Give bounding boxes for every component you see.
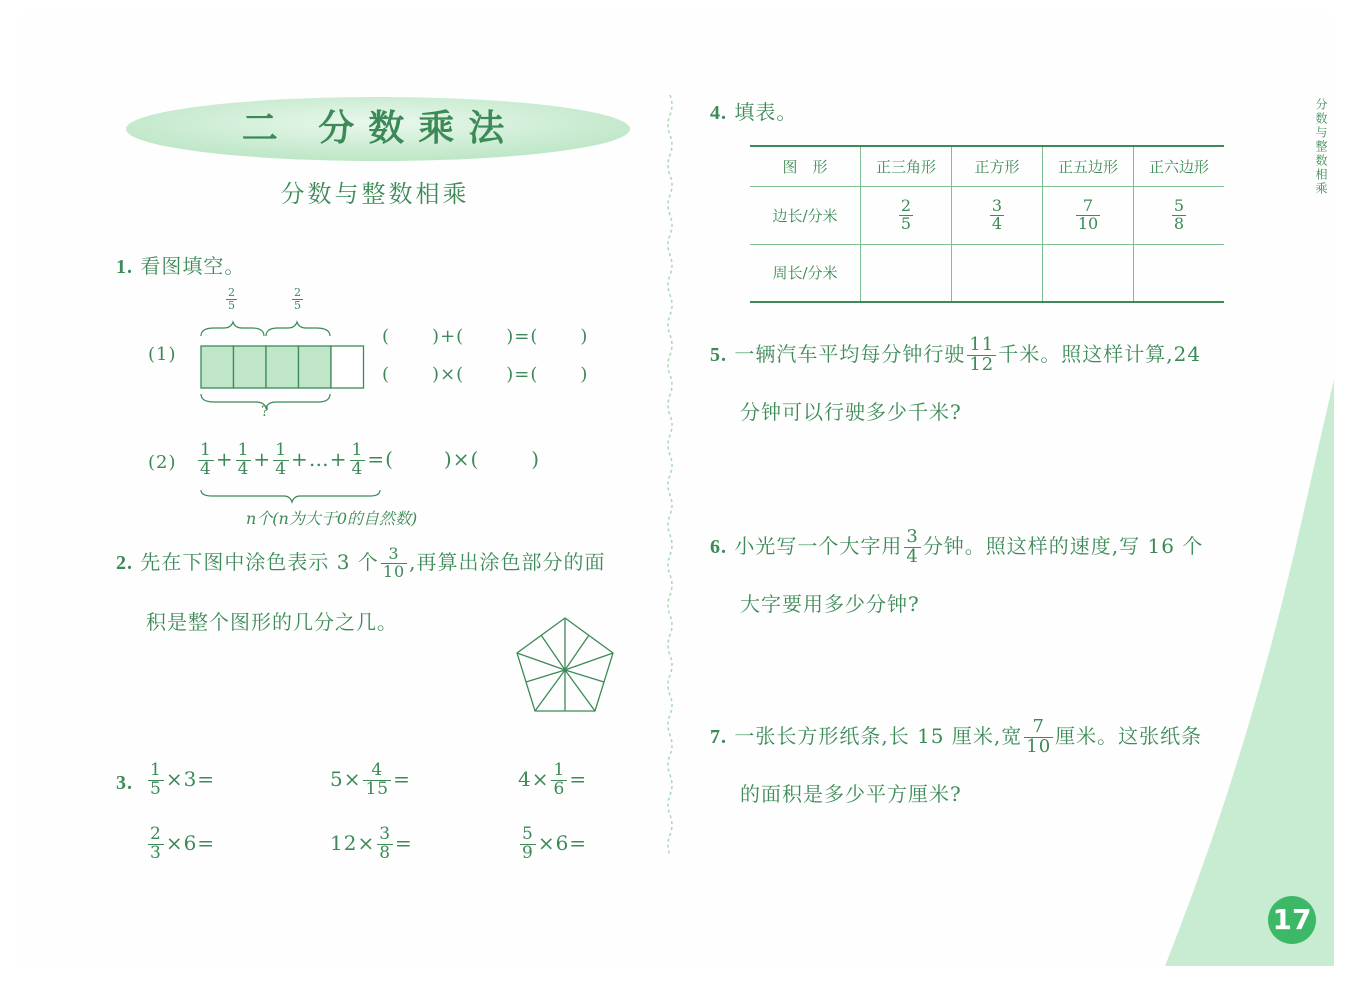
table-header-cell: 正五边形	[1043, 146, 1134, 186]
part-1-label: (1)	[148, 344, 177, 365]
exercise-item: 5× $\frac{4}{15}$ =	[330, 760, 411, 799]
table-header-cell: 图 形	[750, 146, 861, 186]
question-6-line-2: 大字要用多少分钟?	[740, 592, 920, 616]
exercise-item: $\frac{5}{9}$ ×6=	[522, 824, 588, 863]
perimeter-table	[750, 145, 1224, 303]
perimeter-answer-cell[interactable]	[952, 244, 1043, 302]
question-number: 1.	[116, 256, 133, 278]
question-text: 看图填空。	[140, 254, 246, 278]
table-header-cell: 正六边形	[1134, 146, 1225, 186]
question-5: 5. 一辆汽车平均每分钟行驶 $\frac{11}{12}$ 千米。照这样计算,24	[710, 334, 1202, 375]
perimeter-answer-cell[interactable]	[1043, 244, 1134, 302]
repeated-addition-equation: $\frac{1}{4}$ + $\frac{1}{4}$ + $\frac{1}{4}$ +…+ $\frac{1}{4}$ =( )×( )	[200, 440, 541, 479]
pentagon-figure	[512, 615, 618, 715]
question-1	[116, 250, 245, 279]
question-5-line-2: 分钟可以行驶多少千米?	[740, 400, 962, 424]
equation-add: ( )+( )=( )	[382, 326, 589, 347]
exercise-item: 12× $\frac{3}{8}$ =	[330, 824, 413, 863]
brace-question-mark: ?	[261, 404, 269, 420]
side-length-cell: $\frac{5}{8}$	[1134, 186, 1225, 244]
brace-fraction-left: $\frac{2}{5}$	[228, 286, 236, 312]
section-subtitle: 分数与整数相乘	[280, 180, 470, 208]
question-2: 2. 先在下图中涂色表示 3 个 $\frac{3}{10}$ ,再算出涂色部分的面	[116, 544, 606, 581]
page-number-badge: 17	[1268, 896, 1316, 944]
bottom-brace	[198, 488, 388, 508]
table-header-cell: 正方形	[952, 146, 1043, 186]
side-section-label: 分数与整数相乘	[1314, 98, 1328, 196]
side-length-cell: $\frac{2}{5}$	[861, 186, 952, 244]
exercise-item: $\frac{1}{5}$ ×3=	[150, 760, 216, 799]
chapter-title: 二 分数乘法	[241, 107, 519, 149]
bar-cell-shaded	[201, 346, 234, 388]
bar-cell-empty	[331, 346, 364, 388]
exercise-item: 4× $\frac{1}{6}$ =	[518, 760, 588, 799]
page-corner-decoration	[1150, 380, 1350, 970]
perimeter-answer-cell[interactable]	[861, 244, 952, 302]
question-6: 6. 小光写一个大字用 $\frac{3}{4}$ 分钟。照这样的速度,写 16 个	[710, 526, 1204, 567]
bar-cell-shaded	[234, 346, 267, 388]
exercise-item: $\frac{2}{3}$ ×6=	[150, 824, 216, 863]
row-label-perimeter: 周长/分米	[750, 244, 861, 302]
fraction-bar-diagram	[196, 320, 371, 420]
side-length-cell: $\frac{3}{4}$	[952, 186, 1043, 244]
table-header-cell: 正三角形	[861, 146, 952, 186]
question-4: 4. 填表。	[710, 100, 798, 124]
bar-cell-shaded	[266, 346, 299, 388]
question-7-line-2: 的面积是多少平方厘米?	[740, 782, 962, 806]
bar-cell-shaded	[299, 346, 332, 388]
perimeter-answer-cell[interactable]	[1134, 244, 1225, 302]
side-length-cell: $\frac{7}{10}$	[1043, 186, 1134, 244]
question-3-number: 3.	[116, 772, 133, 794]
row-label-side: 边长/分米	[750, 186, 861, 244]
brace-note: n个(n为大于0的自然数)	[246, 509, 418, 528]
page-divider	[660, 95, 680, 865]
question-2-line-2: 积是整个图形的几分之几。	[146, 610, 398, 634]
equation-multiply: ( )×( )=( )	[382, 364, 589, 385]
brace-fraction-right: $\frac{2}{5}$	[294, 286, 302, 312]
question-7: 7. 一张长方形纸条,长 15 厘米,宽 $\frac{7}{10}$ 厘米。这张纸条	[710, 716, 1203, 757]
part-2-label: (2)	[148, 452, 177, 473]
